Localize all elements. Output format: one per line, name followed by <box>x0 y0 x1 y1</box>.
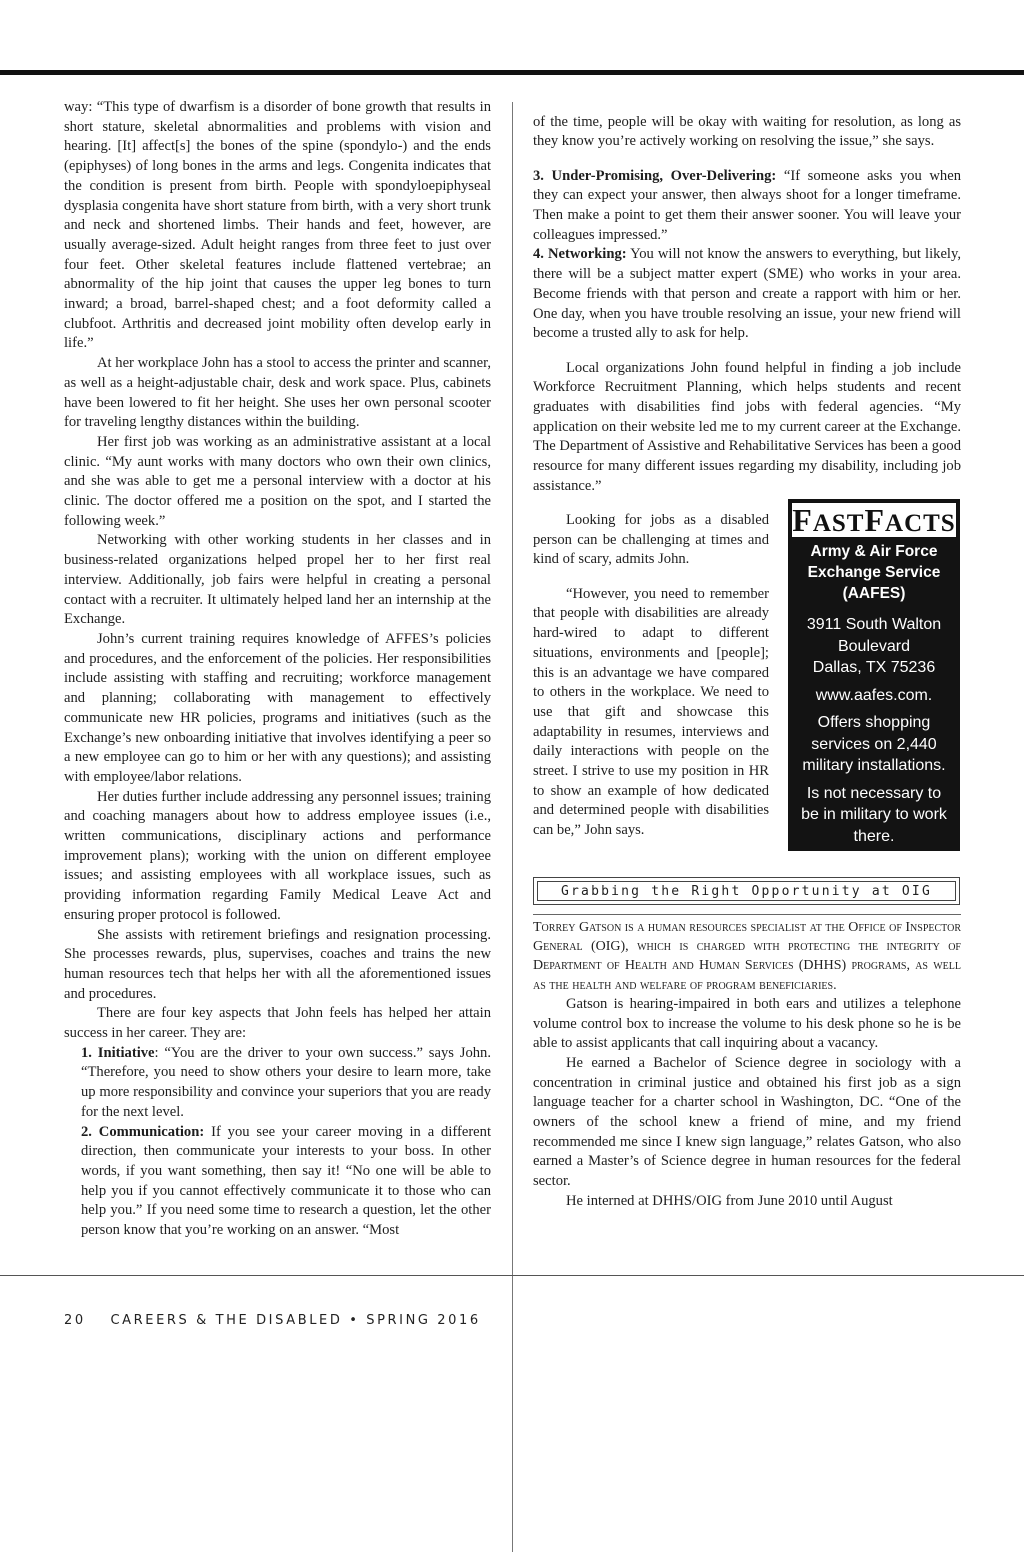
bottom-rule <box>0 1275 1024 1276</box>
section-paragraph-2: He earned a Bachelor of Science degree in sociology with a concentration in criminal justice and obtained his first job as a sign language teacher for a charter school in Washington, DC. “One of the owners of the school knew a friend of mine, and my friend recommended me since I knew sign language,” relates Gatson, who also earned a Master’s of Science degree in human resources for the federal sector. <box>533 1054 961 1190</box>
fast-facts-box <box>788 499 960 851</box>
list-item-text: : “You are the driver to your own success.” says John. “Therefore, you need to show others your desire to learn more, take up more responsibility and convince your superiors that you are ready for the next level. <box>81 1044 491 1120</box>
publication-title: CAREERS & THE DISABLED • SPRING 2016 <box>110 1313 481 1328</box>
fast-facts-title-cap: F <box>864 502 886 538</box>
section-lead: Torrey Gatson is a human resources specialist at the Office of Inspector General (OIG), which is charged with protecting the integrity of Department of Health and Human Services (DHHS) programs, as well as the health and welfare of program beneficiaries. <box>533 920 961 993</box>
list-item-label: 4. Networking: <box>533 246 627 263</box>
list-item-text: If you see your career moving in a different direction, then communicate your interests to your boss. In other words, if you want something, then say it! “No one will be able to help you if you cannot effectively communicate it to those who can help you.” If you need some time to research a question, let the other person know that you’re working on an answer. “Most <box>81 1123 492 1239</box>
right-paragraph-4: “However, you need to remember that people with disabilities are already hard-wired to adapt to different situations, environments and [people]; this is an advantage we have compared to others in the workplace. We need to use that gift and showcase this adaptability in resumes, interviews and daily interactions with people on the street. I strive to use my position in HR to show an example of how dedicated and determined people with disabilities can be,” John says. <box>533 585 769 839</box>
list-item-label: 2. Communication: <box>81 1123 205 1140</box>
right-paragraph-3: Looking for jobs as a disabled person can be challenging at times and kind of scary, admits John. <box>533 512 769 568</box>
list-item-networking <box>533 245 961 344</box>
column-divider <box>512 102 513 1552</box>
list-item-label: 1. Initiative <box>81 1044 155 1061</box>
section-paragraph-3: He interned at DHHS/OIG from June 2010 until August <box>566 1192 893 1209</box>
address-line: 3911 South Walton <box>806 616 942 633</box>
left-paragraph-6: Her duties further include addressing any personnel issues; training and coaching managers about how to address employee issues (i.e., written communications, disciplinary actions and performance improvement plans); working with the union on different employee issues; and assisting employees with all workplace issues, such as providing information regarding Family Medical Leave Act and ensuring proper protocol is followed. <box>64 788 491 923</box>
list-item-text: You will not know the answers to everything, but likely, there will be a subject matter expert (SME) who works in your area. Become friends with that person and create a rapport with him or her. One day, when you have trouble resolving an issue, your new friend will become a trusted ally to ask for help. <box>533 246 961 342</box>
list-item-label: 3. Under-Promising, Over-Delivering: <box>533 167 777 184</box>
left-paragraph-4: Networking with other working students in her classes and in business-related organizations helped propel her to her first real interview. Additionally, job fairs were helpful in creating a personal contact with a recruiter. It ultimately helped land her an internship at the Exchange. <box>64 532 491 628</box>
top-rule <box>0 70 1024 75</box>
fast-facts-address <box>788 614 960 679</box>
fast-facts-fact-2: Is not necessary to be in military to work there. <box>801 784 947 845</box>
left-paragraph-1: way: “This type of dwarfism is a disorder of bone growth that results in short stature, skeletal abnormalities and problems with vision and hearing. [It] affect[s] the bones of the spine (spondylo-) and the ends (epiphyses) of long bones in the arms and legs. Congenita indicates that the condition is present from birth. People with spondyloepiphyseal dysplasia congenita have short stature from birth, with a very short trunk and neck and shortened limbs. Their hands and feet, however, are usually average-sized. Adult height ranges from three feet to just over four feet. Other skeletal features include flattened vertebrae; an abnormality of the hip joint that causes the upper leg bones to turn inward; a broad, barrel-shaped chest; and a foot deformity called a clubfoot. Arthritis and decreased joint mobility often develop early in life.” <box>64 99 491 352</box>
section-heading-box <box>533 877 960 905</box>
left-column <box>64 98 491 1241</box>
fast-facts-title-part: AST <box>812 510 865 537</box>
fast-facts-organization <box>788 541 960 604</box>
right-column-bottom <box>533 918 961 1212</box>
org-line: (AAFES) <box>842 585 906 602</box>
fast-facts-title-cap: F <box>792 502 813 538</box>
list-item-communication <box>64 1123 491 1241</box>
address-line: Boulevard <box>837 637 911 655</box>
fast-facts-title <box>791 502 957 538</box>
list-item-initiative <box>64 1044 491 1123</box>
fast-facts-fact-1: Offers shopping services on 2,440 military installations. <box>802 714 946 774</box>
section-paragraph-1: Gatson is hearing-impaired in both ears and utilizes a telephone volume control box to increase the volume to his desk phone so he is be able to assist applicants that call inquiring about a vacancy. <box>533 995 961 1052</box>
left-paragraph-5: John’s current training requires knowledge of AFFES’s policies and procedures, and the enforcement of the policies. Her responsibilities include assisting with staffing and recruiting; workforce management and planning; collaborating with management to effectively communicate new HR policies, programs and initiatives (such as the Exchange’s new onboarding initiative that involves identifying a peer so a new employee can go to him or her with any questions); and assisting with employee/labor relations. <box>64 630 491 785</box>
org-line: Exchange Service <box>807 564 941 581</box>
page-footer <box>64 1313 481 1328</box>
fast-facts-website: www.aafes.com. <box>815 686 933 704</box>
fast-facts-title-part: ACTS <box>885 510 956 537</box>
right-paragraph-2: Local organizations John found helpful in finding a job include Workforce Recruitment Planning, which helps students and recent graduates with disabilities find jobs with federal agencies. “My application on their website led me to my current career at the Exchange. The Department of Assistive and Rehabilitative Services has been a good resource for many different issues regarding my disability, including job assistance.” <box>533 359 961 494</box>
org-line: Army & Air Force <box>810 543 938 560</box>
right-paragraph-2-start <box>533 359 961 497</box>
left-paragraph-8: There are four key aspects that John feels has helped her attain success in her career. They are: <box>64 1005 491 1042</box>
left-paragraph-7: She assists with retirement briefings and resignation processing. She processes rewards, plus, supervises, coaches and trains the new human resources tech that helps her with all the aforementioned issues and procedures. <box>64 926 491 1002</box>
address-line: Dallas, TX 75236 <box>812 659 936 676</box>
list-item-text: “If someone asks you when they can expect your answer, then always shoot for a longer timeframe. Then make a point to get them their answer sooner. You will leave your colleagues impressed.” <box>533 167 961 243</box>
page-number: 20 <box>64 1313 86 1328</box>
section-rule <box>533 914 961 915</box>
right-paragraph-1: of the time, people will be okay with waiting for resolution, as long as they know you’re actively working on resolving the issue,” she says. <box>533 113 961 150</box>
left-paragraph-3: Her first job was working as an administrative assistant at a local clinic. “My aunt works with many doctors who own their own clinics, and she was able to get me a personal interview with a doctor at his clinic. The doctor offered me a position on the spot, and I started the following week.” <box>64 433 491 529</box>
section-heading: Grabbing the Right Opportunity at OIG <box>537 881 956 901</box>
list-item-under-promising <box>533 167 961 246</box>
left-paragraph-2: At her workplace John has a stool to access the printer and scanner, as well as a height-adjustable chair, desk and work space. Plus, cabinets have been lowered to fit her height. She uses her own personal scooter for traveling lengthy distances within the building. <box>64 355 491 431</box>
